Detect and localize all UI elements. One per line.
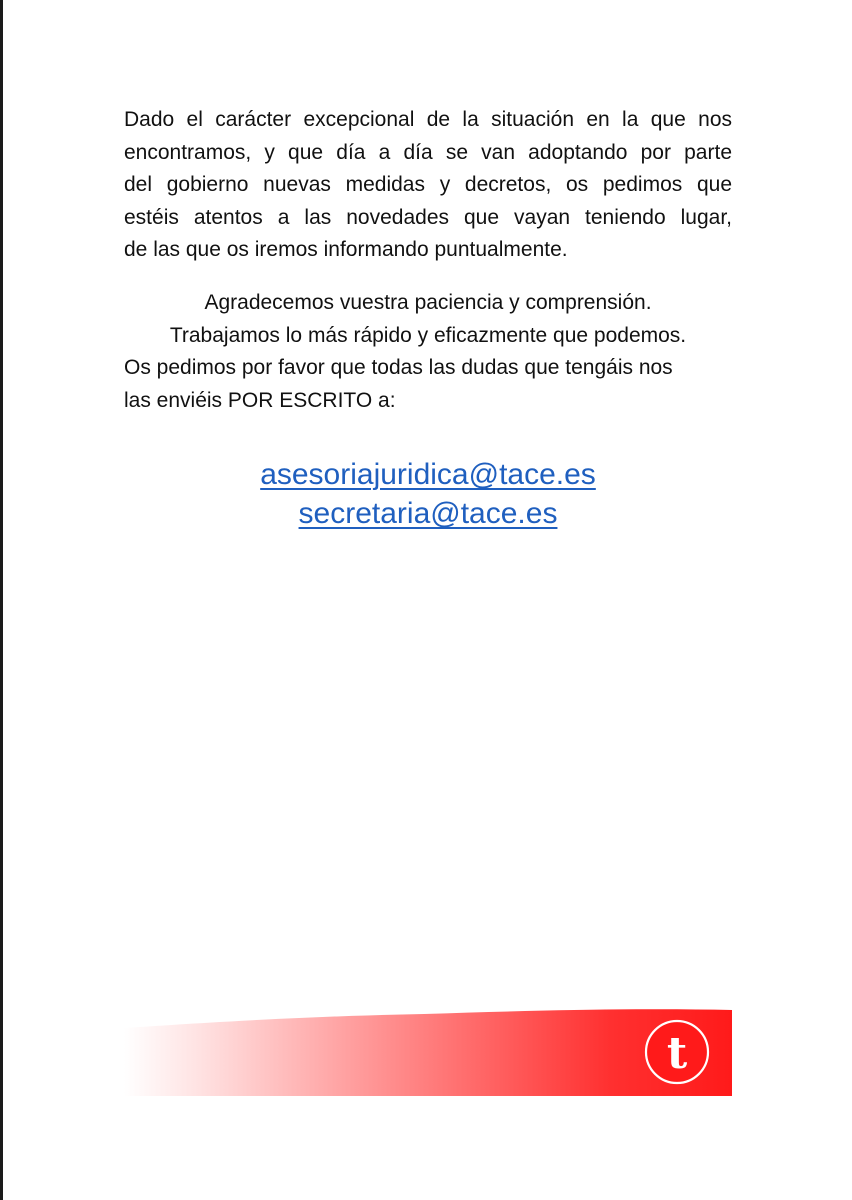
notice-line-3: del gobierno nuevas medidas y decretos, os pedimos que xyxy=(124,173,732,196)
tace-logo-icon xyxy=(644,1019,710,1085)
thanks-line-3: Os pedimos por favor que todas las dudas que tengáis nos xyxy=(124,356,673,379)
notice-paragraph xyxy=(124,104,732,267)
footer-banner xyxy=(124,1000,732,1096)
notice-line-1: Dado el carácter excepcional de la situación en la que nos xyxy=(124,108,732,131)
thanks-paragraph xyxy=(124,287,732,417)
thanks-line-1: Agradecemos vuestra paciencia y comprensión. xyxy=(204,291,652,314)
banner-wave xyxy=(124,1009,732,1096)
notice-line-5: de las que os iremos informando puntualmente. xyxy=(124,238,568,261)
secretary-email-link[interactable]: secretaria@tace.es xyxy=(298,497,558,530)
contact-emails xyxy=(124,455,732,533)
thanks-line-4: las enviéis POR ESCRITO a: xyxy=(124,388,396,412)
logo-letter: t xyxy=(666,1028,688,1079)
legal-email-link[interactable]: asesoriajuridica@tace.es xyxy=(260,458,596,491)
page-left-border xyxy=(0,0,3,1200)
notice-line-4: estéis atentos a las novedades que vayan teniendo lugar, xyxy=(124,205,732,229)
notice-line-2: encontramos, y que día a día se van adoptando por parte xyxy=(124,140,732,164)
thanks-line-2: Trabajamos lo más rápido y eficazmente que podemos. xyxy=(169,323,687,347)
